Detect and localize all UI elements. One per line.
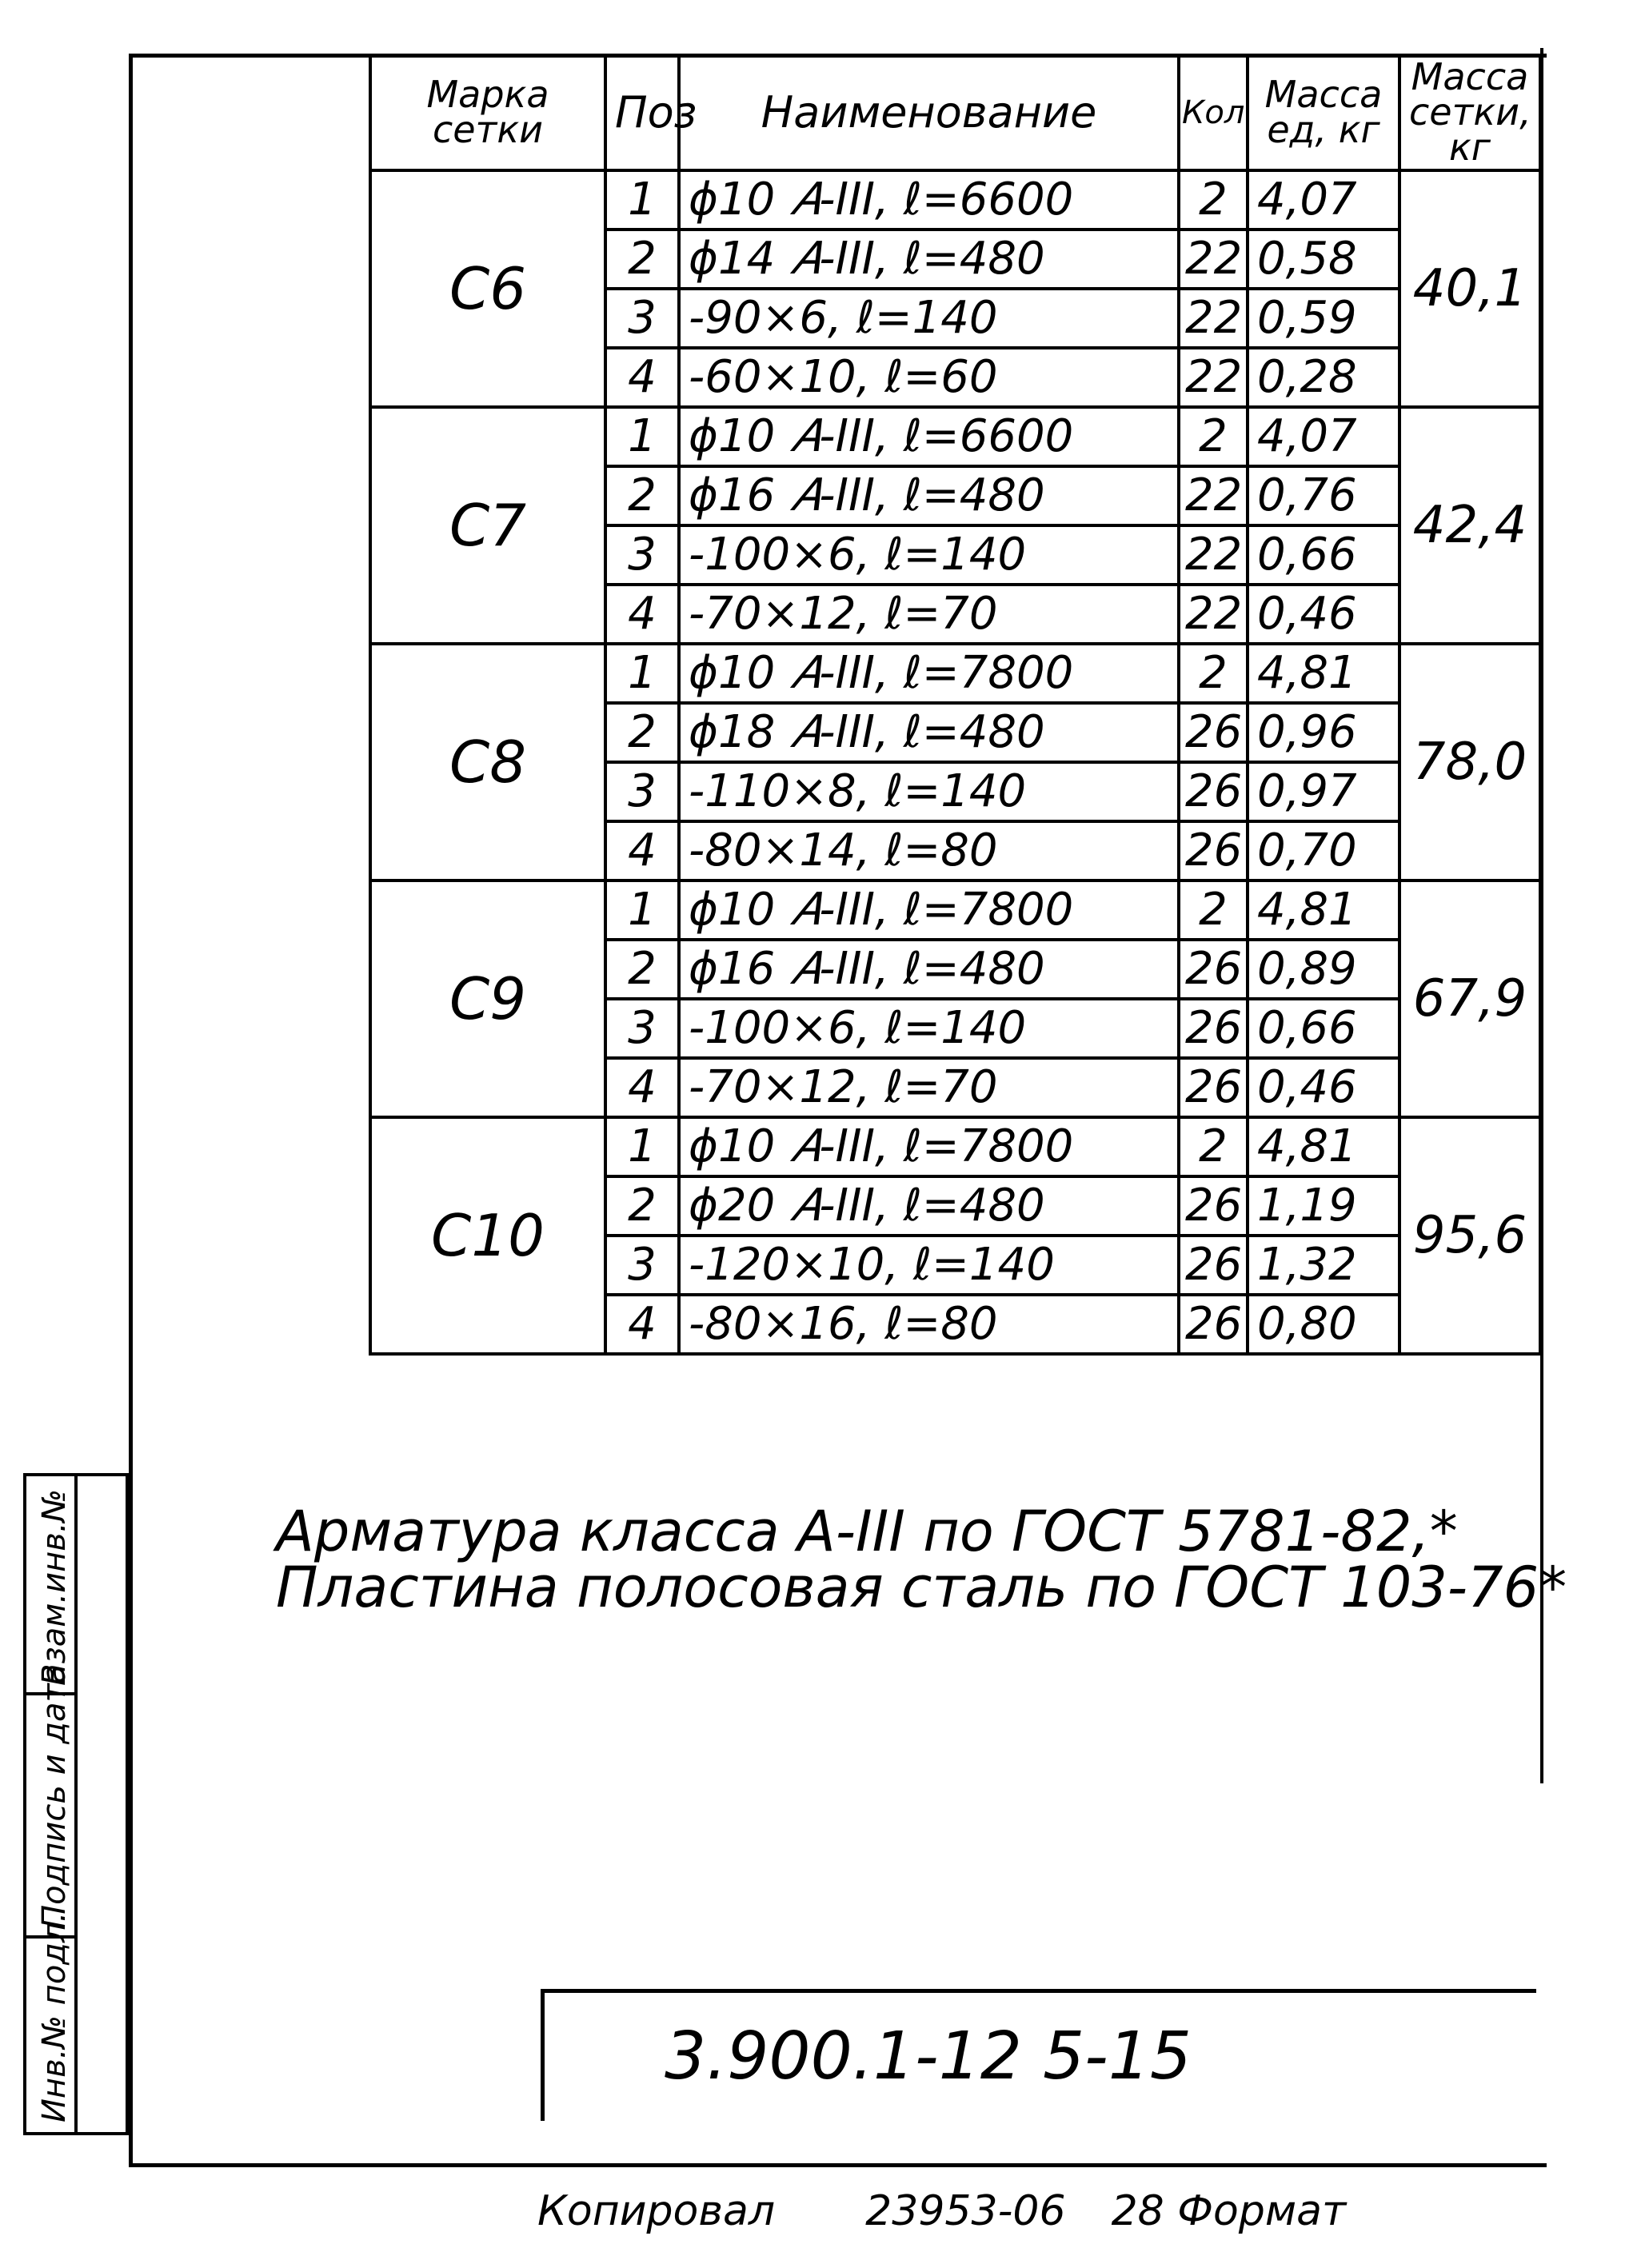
cell-pos: 3 [605, 999, 679, 1058]
cell-name: -120×10, ℓ=140 [679, 1236, 1179, 1295]
cell-mass: 0,70 [1248, 821, 1399, 880]
cell-qty: 22 [1179, 466, 1248, 525]
cell-total-mass: 95,6 [1399, 1117, 1540, 1354]
header-total-mass: Масса сетки, кг [1399, 55, 1540, 170]
cell-name: -80×16, ℓ=80 [679, 1295, 1179, 1354]
footer [537, 2187, 1346, 2235]
cell-total-mass: 67,9 [1399, 880, 1540, 1117]
cell-pos: 3 [605, 289, 679, 348]
cell-total-mass: 78,0 [1399, 644, 1540, 880]
cell-qty: 26 [1179, 999, 1248, 1058]
cell-mark: С7 [370, 407, 605, 644]
cell-pos: 4 [605, 348, 679, 407]
cell-name: ϕ14 𝐴-III, ℓ=480 [679, 230, 1179, 289]
footer-order: 23953-06 [865, 2187, 1066, 2235]
cell-mass: 0,80 [1248, 1295, 1399, 1354]
cell-mark: С9 [370, 880, 605, 1117]
header-unit-mass: Масса ед, кг [1248, 55, 1399, 170]
cell-name: -70×12, ℓ=70 [679, 1058, 1179, 1117]
cell-mass: 0,96 [1248, 703, 1399, 762]
cell-name: -60×10, ℓ=60 [679, 348, 1179, 407]
cell-pos: 1 [605, 1117, 679, 1176]
cell-mass: 0,89 [1248, 940, 1399, 999]
title-block [541, 1989, 1536, 2121]
cell-mass: 4,07 [1248, 407, 1399, 466]
table-row [370, 644, 1540, 703]
table-row [370, 1117, 1540, 1176]
cell-name: ϕ10 𝐴-III, ℓ=6600 [679, 407, 1179, 466]
cell-mass: 1,32 [1248, 1236, 1399, 1295]
cell-name: -70×12, ℓ=70 [679, 585, 1179, 644]
cell-qty: 2 [1179, 644, 1248, 703]
cell-pos: 1 [605, 407, 679, 466]
footer-format: 28 Формат [1111, 2187, 1347, 2235]
cell-pos: 3 [605, 1236, 679, 1295]
cell-mark: С10 [370, 1117, 605, 1354]
cell-pos: 1 [605, 644, 679, 703]
cell-pos: 4 [605, 821, 679, 880]
cell-pos: 4 [605, 585, 679, 644]
stamp-sign-date: Подпись и дата [36, 1663, 73, 1929]
cell-name: -100×6, ℓ=140 [679, 999, 1179, 1058]
cell-mass: 0,58 [1248, 230, 1399, 289]
cell-mass: 4,81 [1248, 880, 1399, 940]
cell-qty: 22 [1179, 230, 1248, 289]
header-mark: Марка сетки [370, 55, 605, 170]
cell-pos: 4 [605, 1058, 679, 1117]
cell-qty: 26 [1179, 821, 1248, 880]
cell-qty: 26 [1179, 762, 1248, 821]
cell-mass: 0,66 [1248, 999, 1399, 1058]
cell-total-mass: 42,4 [1399, 407, 1540, 644]
cell-mass: 0,97 [1248, 762, 1399, 821]
cell-name: ϕ16 𝐴-III, ℓ=480 [679, 466, 1179, 525]
cell-name: -90×6, ℓ=140 [679, 289, 1179, 348]
table-body [370, 170, 1540, 1354]
side-stamp [23, 1473, 129, 2135]
cell-mark: С6 [370, 170, 605, 407]
cell-mass: 0,66 [1248, 525, 1399, 585]
cell-pos: 2 [605, 466, 679, 525]
table-row [370, 170, 1540, 230]
cell-name: ϕ10 𝐴-III, ℓ=7800 [679, 880, 1179, 940]
cell-qty: 2 [1179, 1117, 1248, 1176]
cell-mark: С8 [370, 644, 605, 880]
cell-pos: 1 [605, 170, 679, 230]
cell-mass: 4,07 [1248, 170, 1399, 230]
cell-qty: 22 [1179, 525, 1248, 585]
cell-pos: 2 [605, 1176, 679, 1236]
header-qty: Кол [1179, 55, 1248, 170]
header-name: Наименование [679, 55, 1179, 170]
stamp-cell-inv-orig [26, 1911, 74, 2129]
cell-qty: 22 [1179, 585, 1248, 644]
cell-name: -100×6, ℓ=140 [679, 525, 1179, 585]
stamp-cell-replaced-inv [26, 1476, 74, 1695]
cell-qty: 2 [1179, 170, 1248, 230]
cell-qty: 22 [1179, 348, 1248, 407]
cell-pos: 2 [605, 230, 679, 289]
table-row [370, 880, 1540, 940]
stamp-cell-sign-date [26, 1663, 74, 1939]
cell-mass: 0,28 [1248, 348, 1399, 407]
specification-table [369, 54, 1542, 1356]
cell-qty: 26 [1179, 940, 1248, 999]
cell-mass: 0,46 [1248, 585, 1399, 644]
cell-mass: 4,81 [1248, 1117, 1399, 1176]
stamp-divider [74, 1476, 78, 2132]
cell-name: ϕ20 𝐴-III, ℓ=480 [679, 1176, 1179, 1236]
cell-name: ϕ10 𝐴-III, ℓ=6600 [679, 170, 1179, 230]
cell-pos: 1 [605, 880, 679, 940]
notes [276, 1499, 1567, 1620]
cell-name: ϕ16 𝐴-III, ℓ=480 [679, 940, 1179, 999]
cell-pos: 4 [605, 1295, 679, 1354]
cell-pos: 3 [605, 762, 679, 821]
stamp-inv-orig: Инв.№ подл. [36, 1911, 73, 2122]
stamp-replaced-inv: Взам.инв.№ [36, 1488, 73, 1686]
note-reinforcement: Арматура класса А-III по ГОСТ 5781-82,* [276, 1499, 1458, 1564]
cell-name: ϕ10 𝐴-III, ℓ=7800 [679, 644, 1179, 703]
cell-mass: 1,19 [1248, 1176, 1399, 1236]
cell-mass: 0,59 [1248, 289, 1399, 348]
cell-name: -110×8, ℓ=140 [679, 762, 1179, 821]
cell-pos: 2 [605, 703, 679, 762]
note-plate: Пластина полосовая сталь по ГОСТ 103-76* [276, 1555, 1567, 1620]
cell-name: ϕ10 𝐴-III, ℓ=7800 [679, 1117, 1179, 1176]
cell-name: -80×14, ℓ=80 [679, 821, 1179, 880]
cell-mass: 4,81 [1248, 644, 1399, 703]
cell-qty: 26 [1179, 1295, 1248, 1354]
doc-number: 3.900.1-12 5-15 [665, 2018, 1192, 2094]
header-pos: Поз [605, 55, 679, 170]
cell-qty: 26 [1179, 703, 1248, 762]
cell-mass: 0,46 [1248, 1058, 1399, 1117]
cell-total-mass: 40,1 [1399, 170, 1540, 407]
cell-mass: 0,76 [1248, 466, 1399, 525]
table-row [370, 407, 1540, 466]
cell-qty: 26 [1179, 1176, 1248, 1236]
cell-qty: 2 [1179, 407, 1248, 466]
cell-qty: 22 [1179, 289, 1248, 348]
cell-qty: 26 [1179, 1236, 1248, 1295]
cell-name: ϕ18 𝐴-III, ℓ=480 [679, 703, 1179, 762]
cell-pos: 2 [605, 940, 679, 999]
cell-pos: 3 [605, 525, 679, 585]
footer-copied: Копировал [537, 2187, 776, 2235]
cell-qty: 26 [1179, 1058, 1248, 1117]
cell-qty: 2 [1179, 880, 1248, 940]
table-header-row [370, 55, 1540, 170]
